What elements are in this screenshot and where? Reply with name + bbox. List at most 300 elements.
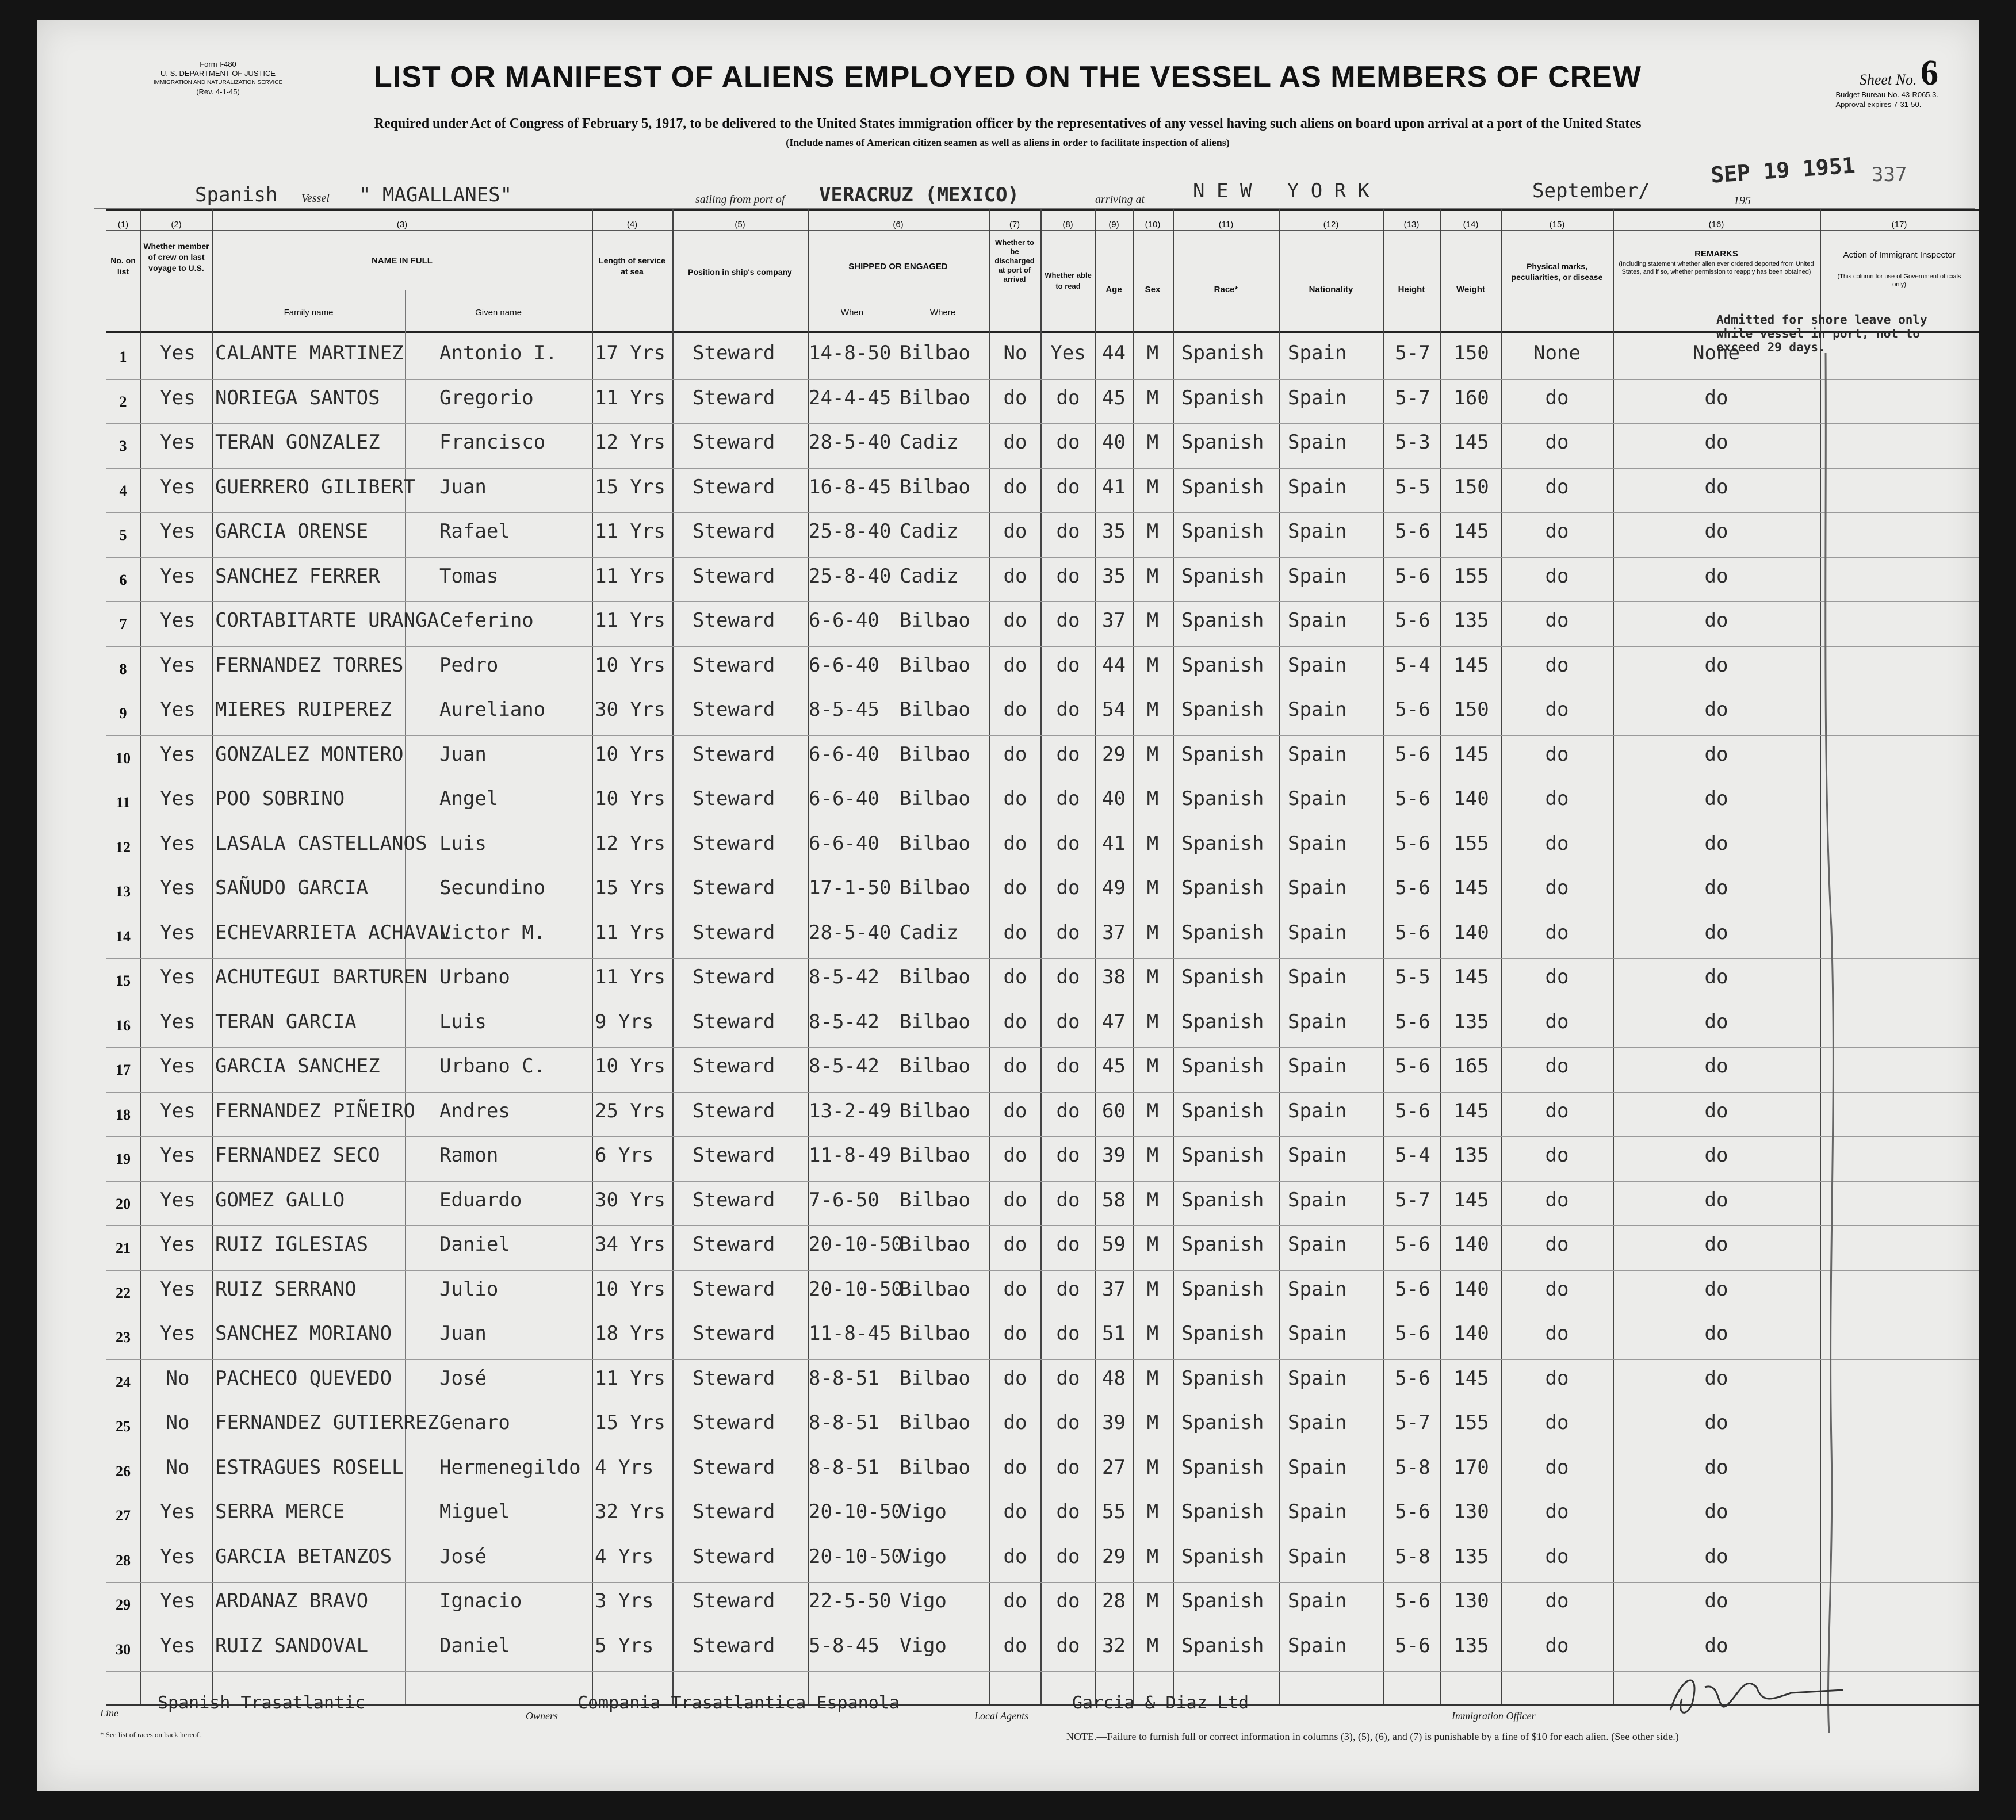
cell-age: 47 — [1102, 1010, 1126, 1033]
cell-position: Steward — [693, 475, 775, 499]
cell-phys: do — [1545, 832, 1569, 855]
cell-race: Spanish — [1181, 1233, 1264, 1256]
cell-when: 20-10-50 — [809, 1545, 903, 1568]
cell-member: Yes — [160, 386, 196, 409]
cell-weight: 160 — [1453, 386, 1489, 409]
cell-rem: do — [1704, 1634, 1728, 1657]
cell-weight: 145 — [1453, 742, 1489, 766]
header-height: Height — [1398, 285, 1425, 294]
cell-rem: do — [1704, 1277, 1728, 1301]
cell-rem: None — [1693, 342, 1740, 365]
cell-where: Cadiz — [900, 921, 959, 944]
cell-height: 5-6 — [1395, 921, 1430, 944]
cell-when: 8-5-42 — [809, 965, 879, 988]
cell-nat: Spain — [1288, 1589, 1347, 1612]
cell-nat: Spain — [1288, 1188, 1347, 1212]
cell-read: do — [1056, 1366, 1080, 1390]
header-when: When — [840, 308, 864, 317]
cell-nat: Spain — [1288, 921, 1347, 944]
cell-given: Julio — [439, 1277, 499, 1301]
table-row — [37, 780, 1979, 825]
cell-age: 41 — [1102, 832, 1126, 855]
cell-disch: do — [1003, 1322, 1027, 1345]
cell-phys: do — [1545, 475, 1569, 499]
cell-no: 3 — [119, 438, 127, 454]
cell-sex: M — [1146, 1233, 1159, 1256]
cell-length: 17 Yrs — [595, 342, 665, 365]
cell-race: Spanish — [1181, 698, 1264, 721]
cell-family: TERAN GARCIA — [215, 1010, 357, 1033]
cell-position: Steward — [693, 787, 775, 810]
cell-age: 41 — [1102, 475, 1126, 499]
cell-rem: do — [1704, 832, 1728, 855]
flag: Spanish — [195, 183, 278, 206]
inspector-signature — [1659, 1664, 1854, 1727]
cell-race: Spanish — [1181, 832, 1264, 855]
cell-weight: 135 — [1453, 1010, 1489, 1033]
col-num-3: (3) — [396, 220, 408, 229]
cell-member: Yes — [160, 1500, 196, 1523]
cell-when: 24-4-45 — [809, 386, 892, 409]
cell-given: Luis — [439, 832, 487, 855]
cell-length: 11 Yrs — [595, 921, 665, 944]
cell-family: FERNANDEZ SECO — [215, 1144, 380, 1167]
cell-no: 7 — [119, 616, 127, 633]
cell-race: Spanish — [1181, 1366, 1264, 1390]
cell-when: 22-5-50 — [809, 1589, 892, 1612]
cell-phys: do — [1545, 787, 1569, 810]
cell-phys: do — [1545, 609, 1569, 632]
cell-sex: M — [1146, 1455, 1159, 1479]
cell-height: 5-6 — [1395, 1634, 1430, 1657]
cell-no: 28 — [116, 1551, 131, 1569]
cell-where: Vigo — [900, 1589, 947, 1612]
cell-position: Steward — [693, 965, 775, 988]
cell-sex: M — [1146, 609, 1159, 632]
cell-rem: do — [1704, 698, 1728, 721]
cell-sex: M — [1146, 475, 1159, 499]
col-num-12: (12) — [1323, 220, 1339, 229]
approval-expiry: Approval expires 7-31-50. — [1835, 100, 1922, 109]
table-row — [37, 1226, 1979, 1270]
cell-rem: do — [1704, 653, 1728, 677]
cell-race: Spanish — [1181, 1455, 1264, 1479]
cell-length: 32 Yrs — [595, 1500, 665, 1523]
cell-weight: 145 — [1453, 1366, 1489, 1390]
table-row — [37, 1360, 1979, 1404]
cell-rem: do — [1704, 431, 1728, 454]
cell-sex: M — [1146, 1545, 1159, 1568]
cell-disch: do — [1003, 876, 1027, 899]
cell-member: Yes — [160, 832, 196, 855]
cell-height: 5-6 — [1395, 1589, 1430, 1612]
vessel-label: Vessel — [301, 192, 330, 205]
cell-age: 37 — [1102, 921, 1126, 944]
cell-member: Yes — [160, 921, 196, 944]
cell-position: Steward — [693, 431, 775, 454]
cell-no: 4 — [119, 482, 127, 499]
cell-position: Steward — [693, 1455, 775, 1479]
cell-rem: do — [1704, 876, 1728, 899]
cell-position: Steward — [693, 653, 775, 677]
cell-sex: M — [1146, 1322, 1159, 1345]
table-row — [37, 1048, 1979, 1092]
cell-when: 28-5-40 — [809, 431, 892, 454]
cell-family: SANCHEZ MORIANO — [215, 1322, 392, 1345]
cell-length: 12 Yrs — [595, 431, 665, 454]
cell-family: GUERRERO GILIBERT — [215, 475, 415, 499]
cell-position: Steward — [693, 1545, 775, 1568]
cell-weight: 135 — [1453, 609, 1489, 632]
cell-read: do — [1056, 698, 1080, 721]
cell-member: Yes — [160, 742, 196, 766]
cell-weight: 145 — [1453, 1188, 1489, 1212]
cell-age: 39 — [1102, 1144, 1126, 1167]
cell-weight: 140 — [1453, 921, 1489, 944]
cell-given: Francisco — [439, 431, 546, 454]
table-row — [37, 602, 1979, 646]
table-row — [37, 869, 1979, 914]
cell-length: 11 Yrs — [595, 609, 665, 632]
cell-length: 11 Yrs — [595, 520, 665, 543]
cell-member: Yes — [160, 1322, 196, 1345]
cell-phys: do — [1545, 1366, 1569, 1390]
cell-nat: Spain — [1288, 832, 1347, 855]
table-row — [37, 1003, 1979, 1048]
arrival-month: September/ — [1532, 179, 1650, 202]
cell-age: 48 — [1102, 1366, 1126, 1390]
vessel-name: " MAGALLANES" — [359, 183, 512, 206]
manifest-sheet — [37, 20, 1979, 1791]
cell-sex: M — [1146, 787, 1159, 810]
sailing-label: sailing from port of — [695, 193, 785, 206]
cell-race: Spanish — [1181, 1188, 1264, 1212]
cell-age: 59 — [1102, 1233, 1126, 1256]
cell-where: Cadiz — [900, 431, 959, 454]
cell-family: ECHEVARRIETA ACHAVAL — [215, 921, 451, 944]
cell-nat: Spain — [1288, 1411, 1347, 1434]
cell-read: do — [1056, 787, 1080, 810]
cell-disch: do — [1003, 1233, 1027, 1256]
cell-read: Yes — [1050, 342, 1086, 365]
cell-sex: M — [1146, 386, 1159, 409]
cell-where: Bilbao — [900, 1099, 970, 1122]
cell-family: FERNANDEZ GUTIERREZ — [215, 1411, 439, 1434]
cell-member: Yes — [160, 965, 196, 988]
cell-length: 11 Yrs — [595, 386, 665, 409]
cell-no: 29 — [116, 1596, 131, 1613]
cell-age: 38 — [1102, 965, 1126, 988]
cell-disch: do — [1003, 921, 1027, 944]
cell-family: FERNANDEZ PIÑEIRO — [215, 1099, 415, 1122]
header-member: Whether member of crew on last voyage to U.S. — [143, 242, 209, 273]
cell-disch: No — [1003, 342, 1027, 365]
cell-given: Juan — [439, 1322, 487, 1345]
cell-no: 18 — [116, 1106, 131, 1123]
cell-position: Steward — [693, 1010, 775, 1033]
cell-read: do — [1056, 1589, 1080, 1612]
cell-length: 11 Yrs — [595, 564, 665, 588]
cell-read: do — [1056, 1455, 1080, 1479]
date-stamp: SEP 19 1951 — [1709, 152, 1856, 188]
cell-given: Daniel — [439, 1233, 510, 1256]
cell-race: Spanish — [1181, 609, 1264, 632]
cell-nat: Spain — [1288, 1099, 1347, 1122]
cell-height: 5-6 — [1395, 742, 1430, 766]
table-row — [37, 1538, 1979, 1583]
cell-member: No — [166, 1455, 190, 1479]
cell-sex: M — [1146, 832, 1159, 855]
cell-disch: do — [1003, 742, 1027, 766]
cell-family: CORTABITARTE URANGA — [215, 609, 439, 632]
cell-member: Yes — [160, 698, 196, 721]
cell-family: MIERES RUIPEREZ — [215, 698, 392, 721]
cell-where: Bilbao — [900, 876, 970, 899]
cell-rem: do — [1704, 1188, 1728, 1212]
cell-where: Bilbao — [900, 1010, 970, 1033]
cell-rem: do — [1704, 1144, 1728, 1167]
cell-family: RUIZ SERRANO — [215, 1277, 357, 1301]
cell-no: 25 — [116, 1418, 131, 1435]
local-agents: Garcia & Diaz Ltd — [1072, 1693, 1249, 1713]
cell-read: do — [1056, 520, 1080, 543]
cell-no: 27 — [116, 1507, 131, 1524]
cell-sex: M — [1146, 1277, 1159, 1301]
cell-no: 30 — [116, 1641, 131, 1658]
col-num-8: (8) — [1062, 220, 1073, 229]
cell-read: do — [1056, 564, 1080, 588]
cell-member: Yes — [160, 653, 196, 677]
shipping-line: Spanish Trasatlantic — [158, 1693, 366, 1713]
cell-length: 18 Yrs — [595, 1322, 665, 1345]
cell-age: 40 — [1102, 787, 1126, 810]
cell-race: Spanish — [1181, 1144, 1264, 1167]
subtitle-note: (Include names of American citizen seamen as well as aliens in order to facilitate inspection of aliens) — [786, 137, 1230, 148]
cell-age: 55 — [1102, 1500, 1126, 1523]
cell-height: 5-5 — [1395, 475, 1430, 499]
cell-nat: Spain — [1288, 431, 1347, 454]
cell-family: ARDANAZ BRAVO — [215, 1589, 369, 1612]
remark-note: Admitted for shore leave only while vessel in port, not to exceed 29 days. — [1716, 313, 1927, 354]
cell-nat: Spain — [1288, 1545, 1347, 1568]
arriving-label: arriving at — [1095, 193, 1145, 206]
cell-weight: 150 — [1453, 698, 1489, 721]
cell-member: Yes — [160, 1634, 196, 1657]
cell-rem: do — [1704, 742, 1728, 766]
header-family: Family name — [284, 308, 334, 317]
cell-when: 7-6-50 — [809, 1188, 879, 1212]
cell-no: 6 — [119, 571, 127, 588]
cell-height: 5-6 — [1395, 1500, 1430, 1523]
cell-height: 5-8 — [1395, 1545, 1430, 1568]
cell-race: Spanish — [1181, 475, 1264, 499]
cell-read: do — [1056, 386, 1080, 409]
arrival-port: N E W Y O R K — [1193, 179, 1370, 202]
cell-disch: do — [1003, 1010, 1027, 1033]
cell-given: José — [439, 1545, 487, 1568]
cell-read: do — [1056, 921, 1080, 944]
cell-where: Bilbao — [900, 386, 970, 409]
cell-where: Bilbao — [900, 965, 970, 988]
cell-disch: do — [1003, 698, 1027, 721]
cell-given: Luis — [439, 1010, 487, 1033]
cell-member: Yes — [160, 431, 196, 454]
cell-length: 12 Yrs — [595, 832, 665, 855]
cell-nat: Spain — [1288, 1322, 1347, 1345]
cell-age: 60 — [1102, 1099, 1126, 1122]
table-row — [37, 513, 1979, 557]
cell-sex: M — [1146, 431, 1159, 454]
cell-disch: do — [1003, 1411, 1027, 1434]
cell-age: 35 — [1102, 520, 1126, 543]
table-row — [37, 1583, 1979, 1627]
form-number: Form I-480 — [200, 60, 236, 68]
cell-race: Spanish — [1181, 1099, 1264, 1122]
cell-when: 13-2-49 — [809, 1099, 892, 1122]
cell-read: do — [1056, 1634, 1080, 1657]
cell-height: 5-6 — [1395, 698, 1430, 721]
header-physical: Physical marks, peculiarities, or disease — [1511, 262, 1603, 282]
cell-race: Spanish — [1181, 653, 1264, 677]
cell-age: 32 — [1102, 1634, 1126, 1657]
cell-length: 25 Yrs — [595, 1099, 665, 1122]
cell-position: Steward — [693, 386, 775, 409]
cell-given: Eduardo — [439, 1188, 522, 1212]
sheet-number — [1860, 53, 1938, 94]
cell-member: No — [166, 1366, 190, 1390]
cell-sex: M — [1146, 520, 1159, 543]
header-position: Position in ship's company — [688, 267, 792, 277]
cell-where: Bilbao — [900, 832, 970, 855]
cell-age: 45 — [1102, 1055, 1126, 1078]
cell-no: 23 — [116, 1329, 131, 1346]
cell-nat: Spain — [1288, 1144, 1347, 1167]
col-num-15: (15) — [1549, 220, 1565, 229]
cell-read: do — [1056, 832, 1080, 855]
cell-age: 40 — [1102, 431, 1126, 454]
col-num-16: (16) — [1708, 220, 1724, 229]
cell-where: Bilbao — [900, 1055, 970, 1078]
cell-length: 10 Yrs — [595, 742, 665, 766]
cell-when: 6-6-40 — [809, 653, 879, 677]
cell-phys: do — [1545, 520, 1569, 543]
cell-given: Victor M. — [439, 921, 546, 944]
table-row — [37, 1182, 1979, 1226]
table-row — [37, 825, 1979, 869]
cell-no: 16 — [116, 1017, 131, 1034]
col-num-10: (10) — [1145, 220, 1161, 229]
cell-disch: do — [1003, 1277, 1027, 1301]
cell-no: 14 — [116, 928, 131, 945]
cell-read: do — [1056, 1099, 1080, 1122]
cell-phys: do — [1545, 1188, 1569, 1212]
cell-when: 20-10-50 — [809, 1233, 903, 1256]
cell-weight: 155 — [1453, 1411, 1489, 1434]
cell-no: 1 — [119, 348, 127, 365]
cell-disch: do — [1003, 1144, 1027, 1167]
cell-phys: do — [1545, 431, 1569, 454]
cell-phys: do — [1545, 1010, 1569, 1033]
cell-family: RUIZ SANDOVAL — [215, 1634, 369, 1657]
cell-age: 54 — [1102, 698, 1126, 721]
cell-sex: M — [1146, 653, 1159, 677]
agents-label: Local Agents — [974, 1710, 1029, 1722]
cell-rem: do — [1704, 1545, 1728, 1568]
cell-nat: Spain — [1288, 1500, 1347, 1523]
cell-weight: 150 — [1453, 475, 1489, 499]
cell-height: 5-6 — [1395, 832, 1430, 855]
cell-family: GARCIA BETANZOS — [215, 1545, 392, 1568]
cell-sex: M — [1146, 965, 1159, 988]
cell-weight: 145 — [1453, 1099, 1489, 1122]
cell-when: 8-5-42 — [809, 1010, 879, 1033]
cell-position: Steward — [693, 1144, 775, 1167]
cell-race: Spanish — [1181, 1055, 1264, 1078]
cell-phys: do — [1545, 1322, 1569, 1345]
cell-no: 21 — [116, 1240, 131, 1256]
cell-no: 22 — [116, 1284, 131, 1301]
cell-height: 5-4 — [1395, 1144, 1430, 1167]
cell-age: 45 — [1102, 386, 1126, 409]
cell-nat: Spain — [1288, 1055, 1347, 1078]
cell-sex: M — [1146, 1010, 1159, 1033]
cell-race: Spanish — [1181, 431, 1264, 454]
col-num-2: (2) — [171, 220, 182, 229]
header-no: No. on list — [110, 256, 136, 276]
cell-weight: 145 — [1453, 965, 1489, 988]
cell-race: Spanish — [1181, 876, 1264, 899]
cell-when: 6-6-40 — [809, 787, 879, 810]
cell-member: Yes — [160, 876, 196, 899]
cell-family: GOMEZ GALLO — [215, 1188, 345, 1212]
cell-when: 17-1-50 — [809, 876, 892, 899]
cell-where: Bilbao — [900, 1144, 970, 1167]
cell-where: Cadiz — [900, 564, 959, 588]
cell-given: Ignacio — [439, 1589, 522, 1612]
cell-member: Yes — [160, 1144, 196, 1167]
cell-weight: 145 — [1453, 653, 1489, 677]
cell-where: Bilbao — [900, 1455, 970, 1479]
cell-height: 5-3 — [1395, 431, 1430, 454]
cell-length: 4 Yrs — [595, 1545, 654, 1568]
cell-nat: Spain — [1288, 386, 1347, 409]
cell-no: 5 — [119, 527, 127, 543]
cell-where: Bilbao — [900, 742, 970, 766]
cell-given: Rafael — [439, 520, 510, 543]
cell-where: Bilbao — [900, 1411, 970, 1434]
table-row — [37, 380, 1979, 424]
cell-age: 39 — [1102, 1411, 1126, 1434]
cell-length: 4 Yrs — [595, 1455, 654, 1479]
col-num-6: (6) — [893, 220, 904, 229]
cell-sex: M — [1146, 564, 1159, 588]
cell-sex: M — [1146, 1144, 1159, 1167]
cell-weight: 140 — [1453, 1277, 1489, 1301]
cell-family: ACHUTEGUI BARTUREN — [215, 965, 427, 988]
cell-nat: Spain — [1288, 787, 1347, 810]
cell-nat: Spain — [1288, 698, 1347, 721]
cell-age: 44 — [1102, 653, 1126, 677]
cell-position: Steward — [693, 1366, 775, 1390]
cell-nat: Spain — [1288, 1455, 1347, 1479]
cell-rem: do — [1704, 1500, 1728, 1523]
cell-weight: 140 — [1453, 787, 1489, 810]
col-num-4: (4) — [626, 220, 638, 229]
budget-info — [1835, 90, 1938, 109]
table-row — [37, 1449, 1979, 1493]
cell-phys: do — [1545, 742, 1569, 766]
cell-member: Yes — [160, 564, 196, 588]
